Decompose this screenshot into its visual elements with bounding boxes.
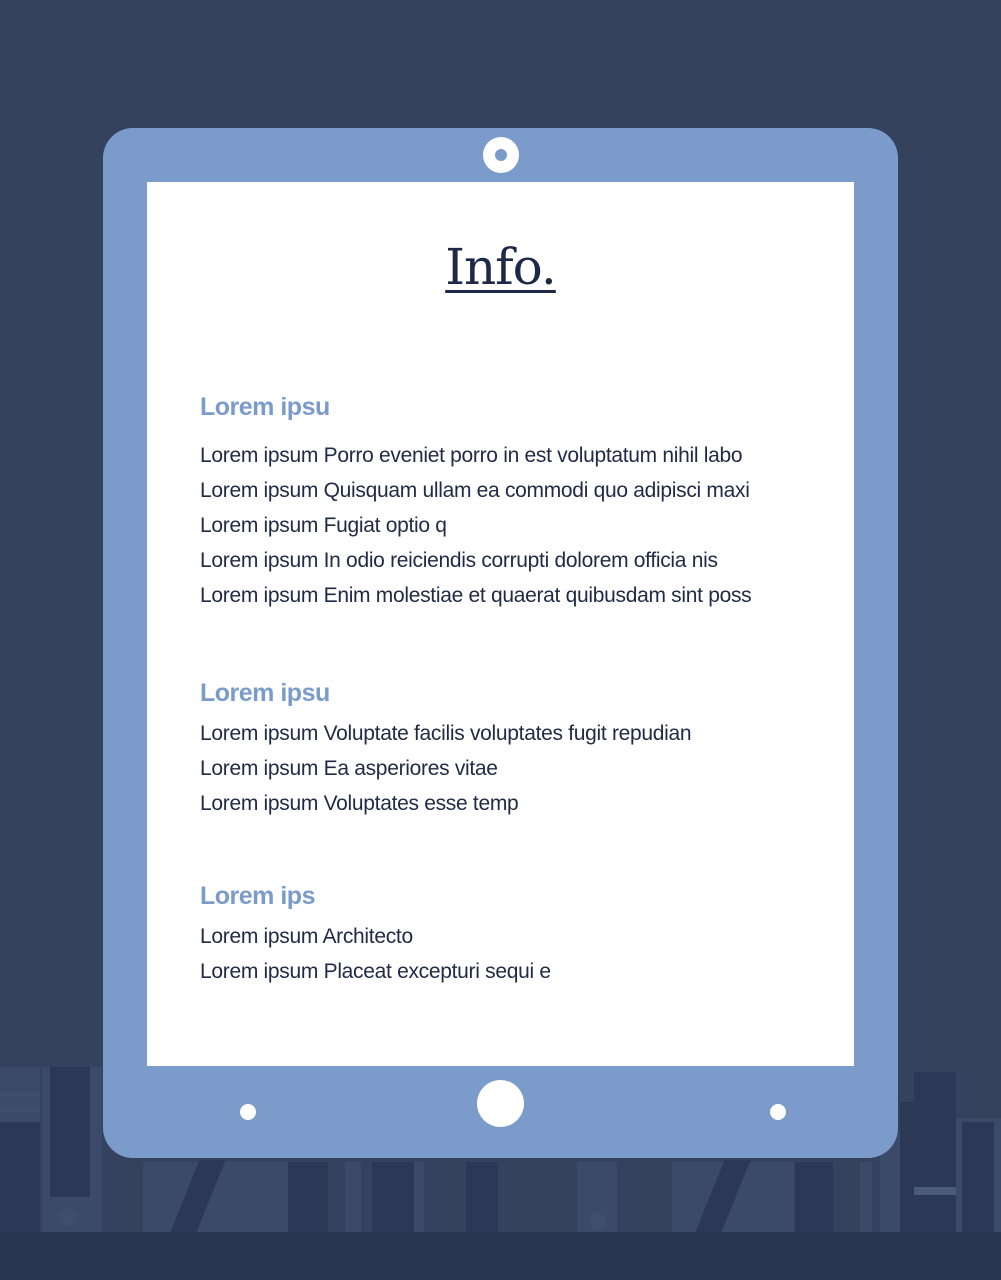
list-item: Lorem ipsum Ea asperiores vitae	[200, 757, 498, 780]
section-list	[200, 438, 751, 613]
book-spine	[372, 1162, 414, 1232]
sensor-dot-icon	[770, 1104, 786, 1120]
book-spine	[288, 1162, 328, 1232]
tablet-screen	[147, 182, 854, 1066]
book-spine	[345, 1162, 361, 1232]
list-item: Lorem ipsum Quisquam ullam ea commodi quo adipisci maxi	[200, 479, 750, 502]
section-heading: Lorem ipsu	[200, 393, 330, 421]
book-spine	[0, 1122, 40, 1232]
book-spine	[50, 1067, 90, 1197]
section-list	[200, 716, 691, 821]
book-spine	[795, 1162, 833, 1232]
section-heading: Lorem ips	[200, 882, 315, 910]
book-spine	[414, 1162, 424, 1232]
tablet-frame	[103, 128, 898, 1158]
book-spine	[962, 1122, 994, 1232]
page-title: Info.	[445, 238, 556, 296]
section-heading: Lorem ipsu	[200, 679, 330, 707]
section-list	[200, 919, 551, 989]
camera-lens	[495, 149, 507, 161]
list-item: Lorem ipsum In odio reiciendis corrupti dolorem officia nis	[200, 549, 718, 572]
list-item: Lorem ipsum Placeat excepturi sequi e	[200, 960, 551, 983]
book-spine	[860, 1162, 872, 1232]
list-item: Lorem ipsum Voluptate facilis voluptates fugit repudian	[200, 722, 692, 745]
sensor-dot-icon	[240, 1104, 256, 1120]
list-item: Lorem ipsum Enim molestiae et quaerat quibusdam sint poss	[200, 584, 752, 607]
book-spine	[466, 1162, 498, 1232]
list-item: Lorem ipsum Architecto	[200, 925, 413, 948]
book-spine	[914, 1072, 956, 1232]
info-section-1	[200, 392, 751, 613]
book-spine	[577, 1162, 617, 1232]
home-button-icon	[477, 1080, 524, 1127]
info-section-2	[200, 678, 691, 821]
list-item: Lorem ipsum Voluptates esse temp	[200, 792, 519, 815]
list-item: Lorem ipsum Porro eveniet porro in est voluptatum nihil labo	[200, 444, 743, 467]
floor-band	[0, 1232, 1001, 1280]
info-section-3	[200, 881, 551, 989]
list-item: Lorem ipsum Fugiat optio q	[200, 514, 447, 537]
camera-icon	[483, 137, 519, 173]
